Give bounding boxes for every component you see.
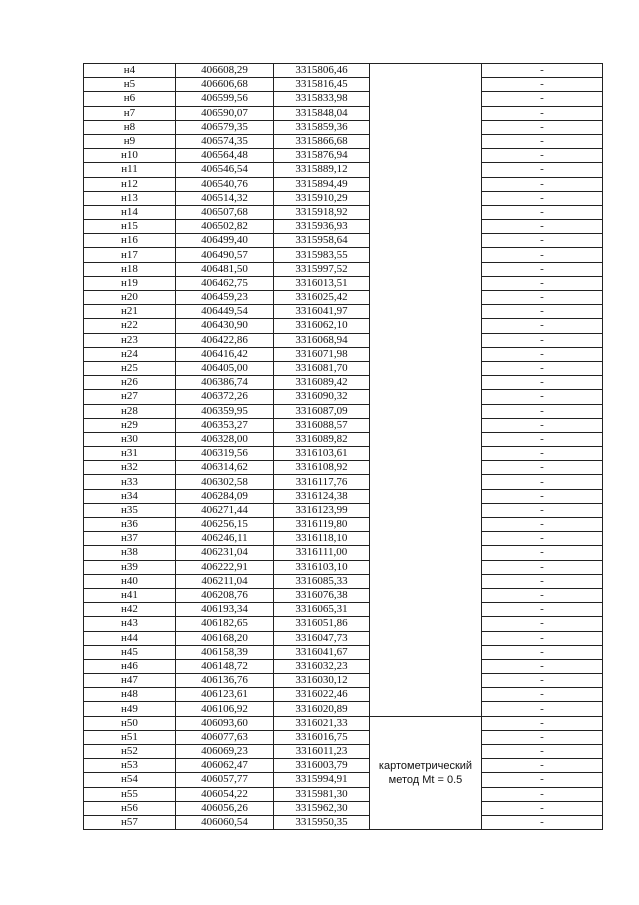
- extra-value-cell: -: [482, 716, 603, 730]
- table-row: [84, 532, 603, 546]
- table-row: [84, 659, 603, 673]
- point-id-cell: н54: [84, 773, 176, 787]
- table-row: [84, 347, 603, 361]
- table-row: [84, 220, 603, 234]
- table-row: [84, 390, 603, 404]
- point-id-cell: н7: [84, 106, 176, 120]
- point-id-cell: н19: [84, 276, 176, 290]
- extra-value-cell: -: [482, 560, 603, 574]
- y-coordinate-cell: 3316103,10: [274, 560, 370, 574]
- x-coordinate-cell: 406319,56: [176, 447, 274, 461]
- x-coordinate-cell: 406502,82: [176, 220, 274, 234]
- extra-value-cell: -: [482, 376, 603, 390]
- extra-value-cell: -: [482, 106, 603, 120]
- extra-value-cell: -: [482, 120, 603, 134]
- point-id-cell: н42: [84, 603, 176, 617]
- extra-value-cell: -: [482, 333, 603, 347]
- table-row: [84, 447, 603, 461]
- table-row: [84, 78, 603, 92]
- y-coordinate-cell: 3316081,70: [274, 361, 370, 375]
- table-row: [84, 730, 603, 744]
- table-row: [84, 404, 603, 418]
- extra-value-cell: -: [482, 432, 603, 446]
- table-row: [84, 603, 603, 617]
- table-row: [84, 248, 603, 262]
- point-id-cell: н26: [84, 376, 176, 390]
- x-coordinate-cell: 406574,35: [176, 134, 274, 148]
- point-id-cell: н13: [84, 191, 176, 205]
- point-id-cell: н12: [84, 177, 176, 191]
- method-cell: картометрический метод Mt = 0.5: [370, 716, 482, 830]
- y-coordinate-cell: 3315816,45: [274, 78, 370, 92]
- extra-value-cell: -: [482, 773, 603, 787]
- x-coordinate-cell: 406353,27: [176, 418, 274, 432]
- y-coordinate-cell: 3315859,36: [274, 120, 370, 134]
- extra-value-cell: -: [482, 234, 603, 248]
- x-coordinate-cell: 406328,00: [176, 432, 274, 446]
- point-id-cell: н30: [84, 432, 176, 446]
- point-id-cell: н28: [84, 404, 176, 418]
- point-id-cell: н38: [84, 546, 176, 560]
- y-coordinate-cell: 3316071,98: [274, 347, 370, 361]
- x-coordinate-cell: 406490,57: [176, 248, 274, 262]
- point-id-cell: н56: [84, 801, 176, 815]
- table-row: [84, 291, 603, 305]
- point-id-cell: н6: [84, 92, 176, 106]
- x-coordinate-cell: 406459,23: [176, 291, 274, 305]
- x-coordinate-cell: 406416,42: [176, 347, 274, 361]
- x-coordinate-cell: 406062,47: [176, 759, 274, 773]
- point-id-cell: н53: [84, 759, 176, 773]
- table-row: [84, 688, 603, 702]
- point-id-cell: н29: [84, 418, 176, 432]
- extra-value-cell: -: [482, 787, 603, 801]
- y-coordinate-cell: 3315848,04: [274, 106, 370, 120]
- extra-value-cell: -: [482, 617, 603, 631]
- y-coordinate-cell: 3315910,29: [274, 191, 370, 205]
- x-coordinate-cell: 406590,07: [176, 106, 274, 120]
- point-id-cell: н5: [84, 78, 176, 92]
- y-coordinate-cell: 3316108,92: [274, 461, 370, 475]
- y-coordinate-cell: 3316022,46: [274, 688, 370, 702]
- table-row: [84, 319, 603, 333]
- extra-value-cell: -: [482, 177, 603, 191]
- point-id-cell: н17: [84, 248, 176, 262]
- extra-value-cell: -: [482, 688, 603, 702]
- table-row: [84, 574, 603, 588]
- y-coordinate-cell: 3316076,38: [274, 588, 370, 602]
- y-coordinate-cell: 3316041,97: [274, 305, 370, 319]
- coordinate-table-body: [84, 64, 603, 830]
- extra-value-cell: -: [482, 475, 603, 489]
- x-coordinate-cell: 406057,77: [176, 773, 274, 787]
- table-row: [84, 475, 603, 489]
- table-row: [84, 815, 603, 829]
- y-coordinate-cell: 3316089,82: [274, 432, 370, 446]
- extra-value-cell: -: [482, 574, 603, 588]
- extra-value-cell: -: [482, 730, 603, 744]
- x-coordinate-cell: 406449,54: [176, 305, 274, 319]
- x-coordinate-cell: 406182,65: [176, 617, 274, 631]
- extra-value-cell: -: [482, 588, 603, 602]
- point-id-cell: н34: [84, 489, 176, 503]
- point-id-cell: н8: [84, 120, 176, 134]
- table-row: [84, 787, 603, 801]
- point-id-cell: н20: [84, 291, 176, 305]
- point-id-cell: н25: [84, 361, 176, 375]
- x-coordinate-cell: 406246,11: [176, 532, 274, 546]
- point-id-cell: н15: [84, 220, 176, 234]
- extra-value-cell: -: [482, 78, 603, 92]
- point-id-cell: н32: [84, 461, 176, 475]
- x-coordinate-cell: 406069,23: [176, 745, 274, 759]
- x-coordinate-cell: 406608,29: [176, 64, 274, 78]
- x-coordinate-cell: 406093,60: [176, 716, 274, 730]
- point-id-cell: н44: [84, 631, 176, 645]
- method-cell: [370, 64, 482, 717]
- extra-value-cell: -: [482, 518, 603, 532]
- y-coordinate-cell: 3316111,00: [274, 546, 370, 560]
- extra-value-cell: -: [482, 603, 603, 617]
- point-id-cell: н18: [84, 262, 176, 276]
- extra-value-cell: -: [482, 220, 603, 234]
- extra-value-cell: -: [482, 347, 603, 361]
- x-coordinate-cell: 406386,74: [176, 376, 274, 390]
- y-coordinate-cell: 3316041,67: [274, 645, 370, 659]
- x-coordinate-cell: 406148,72: [176, 659, 274, 673]
- x-coordinate-cell: 406256,15: [176, 518, 274, 532]
- y-coordinate-cell: 3315894,49: [274, 177, 370, 191]
- x-coordinate-cell: 406579,35: [176, 120, 274, 134]
- table-row: [84, 631, 603, 645]
- point-id-cell: н31: [84, 447, 176, 461]
- extra-value-cell: -: [482, 262, 603, 276]
- y-coordinate-cell: 3316119,80: [274, 518, 370, 532]
- y-coordinate-cell: 3316020,89: [274, 702, 370, 716]
- table-row: [84, 489, 603, 503]
- extra-value-cell: -: [482, 631, 603, 645]
- table-row: [84, 191, 603, 205]
- x-coordinate-cell: 406599,56: [176, 92, 274, 106]
- point-id-cell: н46: [84, 659, 176, 673]
- extra-value-cell: -: [482, 447, 603, 461]
- point-id-cell: н16: [84, 234, 176, 248]
- extra-value-cell: -: [482, 759, 603, 773]
- extra-value-cell: -: [482, 702, 603, 716]
- x-coordinate-cell: 406372,26: [176, 390, 274, 404]
- extra-value-cell: -: [482, 276, 603, 290]
- x-coordinate-cell: 406546,54: [176, 163, 274, 177]
- y-coordinate-cell: 3316103,61: [274, 447, 370, 461]
- table-row: [84, 376, 603, 390]
- table-row: [84, 276, 603, 290]
- point-id-cell: н55: [84, 787, 176, 801]
- extra-value-cell: -: [482, 191, 603, 205]
- x-coordinate-cell: 406077,63: [176, 730, 274, 744]
- point-id-cell: н41: [84, 588, 176, 602]
- y-coordinate-cell: 3316030,12: [274, 674, 370, 688]
- x-coordinate-cell: 406158,39: [176, 645, 274, 659]
- extra-value-cell: -: [482, 291, 603, 305]
- x-coordinate-cell: 406123,61: [176, 688, 274, 702]
- x-coordinate-cell: 406514,32: [176, 191, 274, 205]
- y-coordinate-cell: 3316124,38: [274, 489, 370, 503]
- table-row: [84, 503, 603, 517]
- y-coordinate-cell: 3315876,94: [274, 149, 370, 163]
- table-row: [84, 702, 603, 716]
- table-row: [84, 64, 603, 78]
- table-row: [84, 588, 603, 602]
- y-coordinate-cell: 3315962,30: [274, 801, 370, 815]
- point-id-cell: н49: [84, 702, 176, 716]
- y-coordinate-cell: 3316118,10: [274, 532, 370, 546]
- table-row: [84, 134, 603, 148]
- extra-value-cell: -: [482, 489, 603, 503]
- point-id-cell: н27: [84, 390, 176, 404]
- point-id-cell: н36: [84, 518, 176, 532]
- point-id-cell: н14: [84, 205, 176, 219]
- table-row: [84, 418, 603, 432]
- table-row: [84, 432, 603, 446]
- x-coordinate-cell: 406462,75: [176, 276, 274, 290]
- x-coordinate-cell: 406507,68: [176, 205, 274, 219]
- extra-value-cell: -: [482, 64, 603, 78]
- y-coordinate-cell: 3315981,30: [274, 787, 370, 801]
- extra-value-cell: -: [482, 461, 603, 475]
- extra-value-cell: -: [482, 305, 603, 319]
- table-row: [84, 617, 603, 631]
- extra-value-cell: -: [482, 645, 603, 659]
- x-coordinate-cell: 406056,26: [176, 801, 274, 815]
- point-id-cell: н50: [84, 716, 176, 730]
- extra-value-cell: -: [482, 418, 603, 432]
- point-id-cell: н35: [84, 503, 176, 517]
- x-coordinate-cell: 406193,34: [176, 603, 274, 617]
- y-coordinate-cell: 3316047,73: [274, 631, 370, 645]
- y-coordinate-cell: 3316088,57: [274, 418, 370, 432]
- y-coordinate-cell: 3315994,91: [274, 773, 370, 787]
- table-row: [84, 163, 603, 177]
- y-coordinate-cell: 3315997,52: [274, 262, 370, 276]
- x-coordinate-cell: 406540,76: [176, 177, 274, 191]
- y-coordinate-cell: 3316013,51: [274, 276, 370, 290]
- x-coordinate-cell: 406060,54: [176, 815, 274, 829]
- x-coordinate-cell: 406284,09: [176, 489, 274, 503]
- y-coordinate-cell: 3316021,33: [274, 716, 370, 730]
- point-id-cell: н47: [84, 674, 176, 688]
- table-row: [84, 120, 603, 134]
- x-coordinate-cell: 406054,22: [176, 787, 274, 801]
- x-coordinate-cell: 406606,68: [176, 78, 274, 92]
- x-coordinate-cell: 406314,62: [176, 461, 274, 475]
- table-row: [84, 205, 603, 219]
- point-id-cell: н9: [84, 134, 176, 148]
- coordinate-table-page: [83, 63, 602, 830]
- point-id-cell: н24: [84, 347, 176, 361]
- table-row: [84, 773, 603, 787]
- x-coordinate-cell: 406564,48: [176, 149, 274, 163]
- point-id-cell: н23: [84, 333, 176, 347]
- y-coordinate-cell: 3315958,64: [274, 234, 370, 248]
- extra-value-cell: -: [482, 503, 603, 517]
- x-coordinate-cell: 406405,00: [176, 361, 274, 375]
- y-coordinate-cell: 3315936,93: [274, 220, 370, 234]
- table-row: [84, 645, 603, 659]
- x-coordinate-cell: 406430,90: [176, 319, 274, 333]
- point-id-cell: н52: [84, 745, 176, 759]
- extra-value-cell: -: [482, 361, 603, 375]
- extra-value-cell: -: [482, 205, 603, 219]
- point-id-cell: н37: [84, 532, 176, 546]
- table-row: [84, 716, 603, 730]
- table-row: [84, 333, 603, 347]
- x-coordinate-cell: 406106,92: [176, 702, 274, 716]
- y-coordinate-cell: 3316025,42: [274, 291, 370, 305]
- y-coordinate-cell: 3316011,23: [274, 745, 370, 759]
- table-row: [84, 92, 603, 106]
- point-id-cell: н4: [84, 64, 176, 78]
- y-coordinate-cell: 3315806,46: [274, 64, 370, 78]
- table-row: [84, 149, 603, 163]
- extra-value-cell: -: [482, 815, 603, 829]
- extra-value-cell: -: [482, 659, 603, 673]
- point-id-cell: н45: [84, 645, 176, 659]
- extra-value-cell: -: [482, 532, 603, 546]
- x-coordinate-cell: 406208,76: [176, 588, 274, 602]
- y-coordinate-cell: 3316032,23: [274, 659, 370, 673]
- y-coordinate-cell: 3315889,12: [274, 163, 370, 177]
- x-coordinate-cell: 406136,76: [176, 674, 274, 688]
- y-coordinate-cell: 3315983,55: [274, 248, 370, 262]
- point-id-cell: н39: [84, 560, 176, 574]
- y-coordinate-cell: 3316085,33: [274, 574, 370, 588]
- table-row: [84, 361, 603, 375]
- table-row: [84, 461, 603, 475]
- table-row: [84, 801, 603, 815]
- y-coordinate-cell: 3316123,99: [274, 503, 370, 517]
- x-coordinate-cell: 406231,04: [176, 546, 274, 560]
- y-coordinate-cell: 3315833,98: [274, 92, 370, 106]
- x-coordinate-cell: 406422,86: [176, 333, 274, 347]
- point-id-cell: н57: [84, 815, 176, 829]
- x-coordinate-cell: 406211,04: [176, 574, 274, 588]
- point-id-cell: н22: [84, 319, 176, 333]
- table-row: [84, 560, 603, 574]
- y-coordinate-cell: 3316068,94: [274, 333, 370, 347]
- extra-value-cell: -: [482, 134, 603, 148]
- extra-value-cell: -: [482, 248, 603, 262]
- table-row: [84, 759, 603, 773]
- extra-value-cell: -: [482, 149, 603, 163]
- table-row: [84, 674, 603, 688]
- y-coordinate-cell: 3315918,92: [274, 205, 370, 219]
- extra-value-cell: -: [482, 319, 603, 333]
- point-id-cell: н11: [84, 163, 176, 177]
- point-id-cell: н48: [84, 688, 176, 702]
- table-row: [84, 177, 603, 191]
- y-coordinate-cell: 3316016,75: [274, 730, 370, 744]
- point-id-cell: н40: [84, 574, 176, 588]
- table-row: [84, 546, 603, 560]
- extra-value-cell: -: [482, 546, 603, 560]
- point-id-cell: н43: [84, 617, 176, 631]
- table-row: [84, 262, 603, 276]
- y-coordinate-cell: 3316089,42: [274, 376, 370, 390]
- y-coordinate-cell: 3316003,79: [274, 759, 370, 773]
- x-coordinate-cell: 406359,95: [176, 404, 274, 418]
- point-id-cell: н10: [84, 149, 176, 163]
- extra-value-cell: -: [482, 674, 603, 688]
- table-row: [84, 234, 603, 248]
- table-row: [84, 305, 603, 319]
- x-coordinate-cell: 406271,44: [176, 503, 274, 517]
- extra-value-cell: -: [482, 390, 603, 404]
- point-id-cell: н21: [84, 305, 176, 319]
- table-row: [84, 518, 603, 532]
- extra-value-cell: -: [482, 745, 603, 759]
- table-row: [84, 106, 603, 120]
- y-coordinate-cell: 3315866,68: [274, 134, 370, 148]
- extra-value-cell: -: [482, 92, 603, 106]
- y-coordinate-cell: 3316062,10: [274, 319, 370, 333]
- extra-value-cell: -: [482, 801, 603, 815]
- y-coordinate-cell: 3316117,76: [274, 475, 370, 489]
- y-coordinate-cell: 3316051,86: [274, 617, 370, 631]
- extra-value-cell: -: [482, 404, 603, 418]
- y-coordinate-cell: 3315950,35: [274, 815, 370, 829]
- table-row: [84, 745, 603, 759]
- y-coordinate-cell: 3316065,31: [274, 603, 370, 617]
- y-coordinate-cell: 3316087,09: [274, 404, 370, 418]
- extra-value-cell: -: [482, 163, 603, 177]
- x-coordinate-cell: 406222,91: [176, 560, 274, 574]
- x-coordinate-cell: 406499,40: [176, 234, 274, 248]
- coordinate-table: [83, 63, 603, 830]
- x-coordinate-cell: 406168,20: [176, 631, 274, 645]
- point-id-cell: н33: [84, 475, 176, 489]
- x-coordinate-cell: 406302,58: [176, 475, 274, 489]
- point-id-cell: н51: [84, 730, 176, 744]
- x-coordinate-cell: 406481,50: [176, 262, 274, 276]
- y-coordinate-cell: 3316090,32: [274, 390, 370, 404]
